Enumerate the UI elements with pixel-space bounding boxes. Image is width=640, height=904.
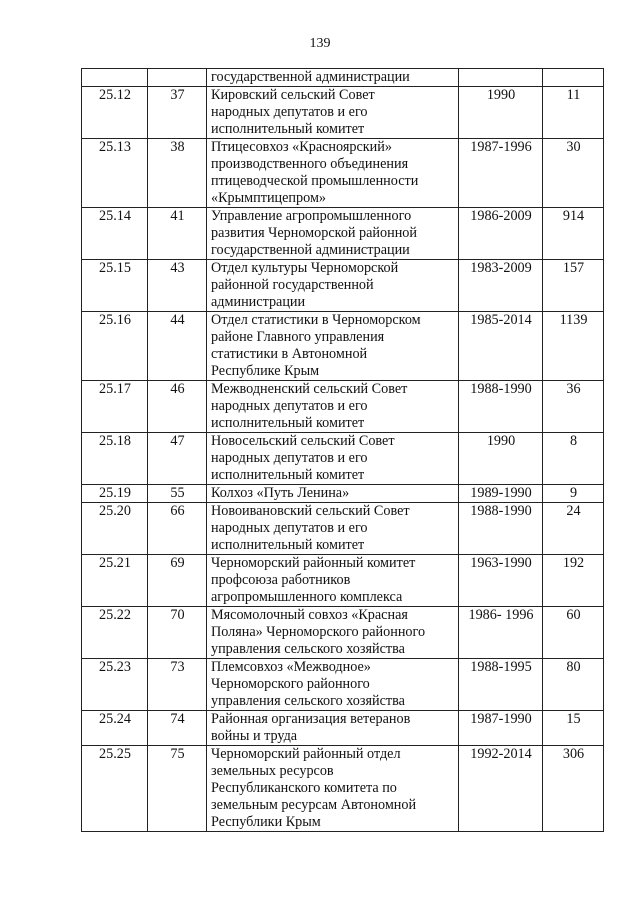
- fund-name-line: Кировский сельский Совет: [211, 87, 375, 103]
- fund-name-line: районной государственной: [211, 277, 374, 293]
- cell-index: 25.17: [82, 381, 148, 433]
- fund-name-line: управления сельского хозяйства: [211, 641, 405, 657]
- page-number: 139: [309, 36, 331, 51]
- fund-name-line: Племсовхоз «Межводное»: [211, 659, 371, 675]
- cell-file-count: 1139: [543, 312, 604, 381]
- table-row: [82, 87, 604, 139]
- cell-years: 1990: [459, 433, 543, 485]
- table-row: [82, 503, 604, 555]
- cell-fund-name: [207, 260, 459, 312]
- cell-fund-name: [207, 312, 459, 381]
- fund-name-line: Управление агропромышленного: [211, 208, 412, 224]
- cell-fund-number: 44: [148, 312, 207, 381]
- cell-file-count: 914: [543, 208, 604, 260]
- cell-index: 25.20: [82, 503, 148, 555]
- cell-years: 1988-1990: [459, 381, 543, 433]
- table-row: [82, 260, 604, 312]
- cell-fund-number: 69: [148, 555, 207, 607]
- table-row: [82, 659, 604, 711]
- table-body: [82, 69, 604, 832]
- cell-fund-number: 38: [148, 139, 207, 208]
- cell-fund-name: [207, 659, 459, 711]
- fund-name-line: Новосельский сельский Совет: [211, 433, 395, 449]
- cell-file-count: 60: [543, 607, 604, 659]
- cell-years: 1988-1995: [459, 659, 543, 711]
- fund-name-line: Черноморский районный отдел: [211, 746, 401, 762]
- fund-name-line: развития Черноморской районной: [211, 225, 417, 241]
- table-row: [82, 607, 604, 659]
- fund-name-line: государственной администрации: [211, 69, 410, 85]
- fund-name-line: производственного объединения: [211, 156, 409, 172]
- fund-name-line: администрации: [211, 294, 306, 310]
- cell-index: 25.23: [82, 659, 148, 711]
- cell-years: 1989-1990: [459, 485, 543, 503]
- cell-fund-name: [207, 555, 459, 607]
- fund-name-line: статистики в Автономной: [211, 346, 368, 362]
- fund-name-line: Мясомолочный совхоз «Красная: [211, 607, 408, 623]
- cell-fund-name: [207, 607, 459, 659]
- fund-name-line: народных депутатов и его: [211, 104, 368, 120]
- table-row: [82, 208, 604, 260]
- table-row: [82, 381, 604, 433]
- cell-years: 1990: [459, 87, 543, 139]
- fund-name-line: войны и труда: [211, 728, 298, 744]
- cell-index: 25.15: [82, 260, 148, 312]
- cell-years: 1983-2009: [459, 260, 543, 312]
- cell-index: 25.16: [82, 312, 148, 381]
- cell-fund-name: [207, 485, 459, 503]
- cell-file-count: 8: [543, 433, 604, 485]
- table-row: [82, 69, 604, 87]
- cell-years: 1963-1990: [459, 555, 543, 607]
- cell-file-count: 30: [543, 139, 604, 208]
- cell-file-count: 192: [543, 555, 604, 607]
- cell-fund-number: 74: [148, 711, 207, 746]
- cell-fund-number: 75: [148, 746, 207, 832]
- fund-name-line: Республиканского комитета по: [211, 780, 397, 796]
- cell-fund-number: 66: [148, 503, 207, 555]
- cell-fund-name: [207, 208, 459, 260]
- cell-years: 1986- 1996: [459, 607, 543, 659]
- fund-name-line: Отдел статистики в Черноморском: [211, 312, 421, 328]
- cell-fund-number: [148, 69, 207, 87]
- cell-index: 25.14: [82, 208, 148, 260]
- cell-index: [82, 69, 148, 87]
- fund-name-line: Республике Крым: [211, 363, 320, 379]
- fund-name-line: Районная организация ветеранов: [211, 711, 411, 727]
- fund-name-line: народных депутатов и его: [211, 450, 368, 466]
- cell-index: 25.18: [82, 433, 148, 485]
- cell-index: 25.25: [82, 746, 148, 832]
- fund-name-line: профсоюза работников: [211, 572, 351, 588]
- table-row: [82, 555, 604, 607]
- cell-fund-name: [207, 69, 459, 87]
- fund-name-line: «Крымптицепром»: [211, 190, 327, 206]
- fund-name-line: Поляна» Черноморского районного: [211, 624, 426, 640]
- cell-fund-number: 41: [148, 208, 207, 260]
- cell-fund-name: [207, 503, 459, 555]
- cell-file-count: 9: [543, 485, 604, 503]
- fund-name-line: Черноморский районный комитет: [211, 555, 416, 571]
- cell-years: 1987-1996: [459, 139, 543, 208]
- cell-fund-name: [207, 381, 459, 433]
- fund-name-line: исполнительный комитет: [211, 121, 365, 137]
- fund-name-line: исполнительный комитет: [211, 537, 365, 553]
- cell-index: 25.19: [82, 485, 148, 503]
- cell-years: 1992-2014: [459, 746, 543, 832]
- cell-file-count: 15: [543, 711, 604, 746]
- cell-fund-number: 47: [148, 433, 207, 485]
- table-row: [82, 746, 604, 832]
- cell-fund-number: 37: [148, 87, 207, 139]
- cell-file-count: [543, 69, 604, 87]
- cell-fund-number: 46: [148, 381, 207, 433]
- cell-fund-number: 73: [148, 659, 207, 711]
- cell-file-count: 36: [543, 381, 604, 433]
- cell-years: 1985-2014: [459, 312, 543, 381]
- cell-fund-name: [207, 433, 459, 485]
- cell-years: 1986-2009: [459, 208, 543, 260]
- fund-name-line: птицеводческой промышленности: [211, 173, 419, 189]
- cell-years: [459, 69, 543, 87]
- cell-file-count: 11: [543, 87, 604, 139]
- fund-name-line: земельных ресурсов: [211, 763, 334, 779]
- fund-name-line: народных депутатов и его: [211, 398, 368, 414]
- cell-fund-name: [207, 87, 459, 139]
- table-row: [82, 711, 604, 746]
- table-row: [82, 312, 604, 381]
- cell-index: 25.12: [82, 87, 148, 139]
- fund-name-line: управления сельского хозяйства: [211, 693, 405, 709]
- table-row: [82, 139, 604, 208]
- cell-file-count: 306: [543, 746, 604, 832]
- fund-name-line: земельным ресурсам Автономной: [211, 797, 417, 813]
- fund-name-line: исполнительный комитет: [211, 415, 365, 431]
- fund-name-line: Птицесовхоз «Красноярский»: [211, 139, 392, 155]
- fund-name-line: Отдел культуры Черноморской: [211, 260, 399, 276]
- cell-file-count: 80: [543, 659, 604, 711]
- cell-index: 25.21: [82, 555, 148, 607]
- cell-index: 25.22: [82, 607, 148, 659]
- fund-name-line: исполнительный комитет: [211, 467, 365, 483]
- cell-file-count: 157: [543, 260, 604, 312]
- cell-fund-number: 70: [148, 607, 207, 659]
- table-row: [82, 485, 604, 503]
- cell-fund-number: 55: [148, 485, 207, 503]
- fund-name-line: государственной администрации: [211, 242, 410, 258]
- cell-years: 1987-1990: [459, 711, 543, 746]
- cell-index: 25.13: [82, 139, 148, 208]
- fund-name-line: Колхоз «Путь Ленина»: [211, 485, 350, 501]
- cell-years: 1988-1990: [459, 503, 543, 555]
- cell-fund-number: 43: [148, 260, 207, 312]
- fund-name-line: агропромышленного комплекса: [211, 589, 403, 605]
- cell-fund-name: [207, 711, 459, 746]
- cell-fund-name: [207, 139, 459, 208]
- table-row: [82, 433, 604, 485]
- archive-fund-table: [81, 68, 604, 832]
- cell-index: 25.24: [82, 711, 148, 746]
- fund-name-line: народных депутатов и его: [211, 520, 368, 536]
- cell-fund-name: [207, 746, 459, 832]
- fund-name-line: Черноморского районного: [211, 676, 370, 692]
- fund-name-line: Республики Крым: [211, 814, 321, 830]
- fund-name-line: Новоивановский сельский Совет: [211, 503, 410, 519]
- cell-file-count: 24: [543, 503, 604, 555]
- fund-name-line: районе Главного управления: [211, 329, 385, 345]
- fund-name-line: Межводненский сельский Совет: [211, 381, 408, 397]
